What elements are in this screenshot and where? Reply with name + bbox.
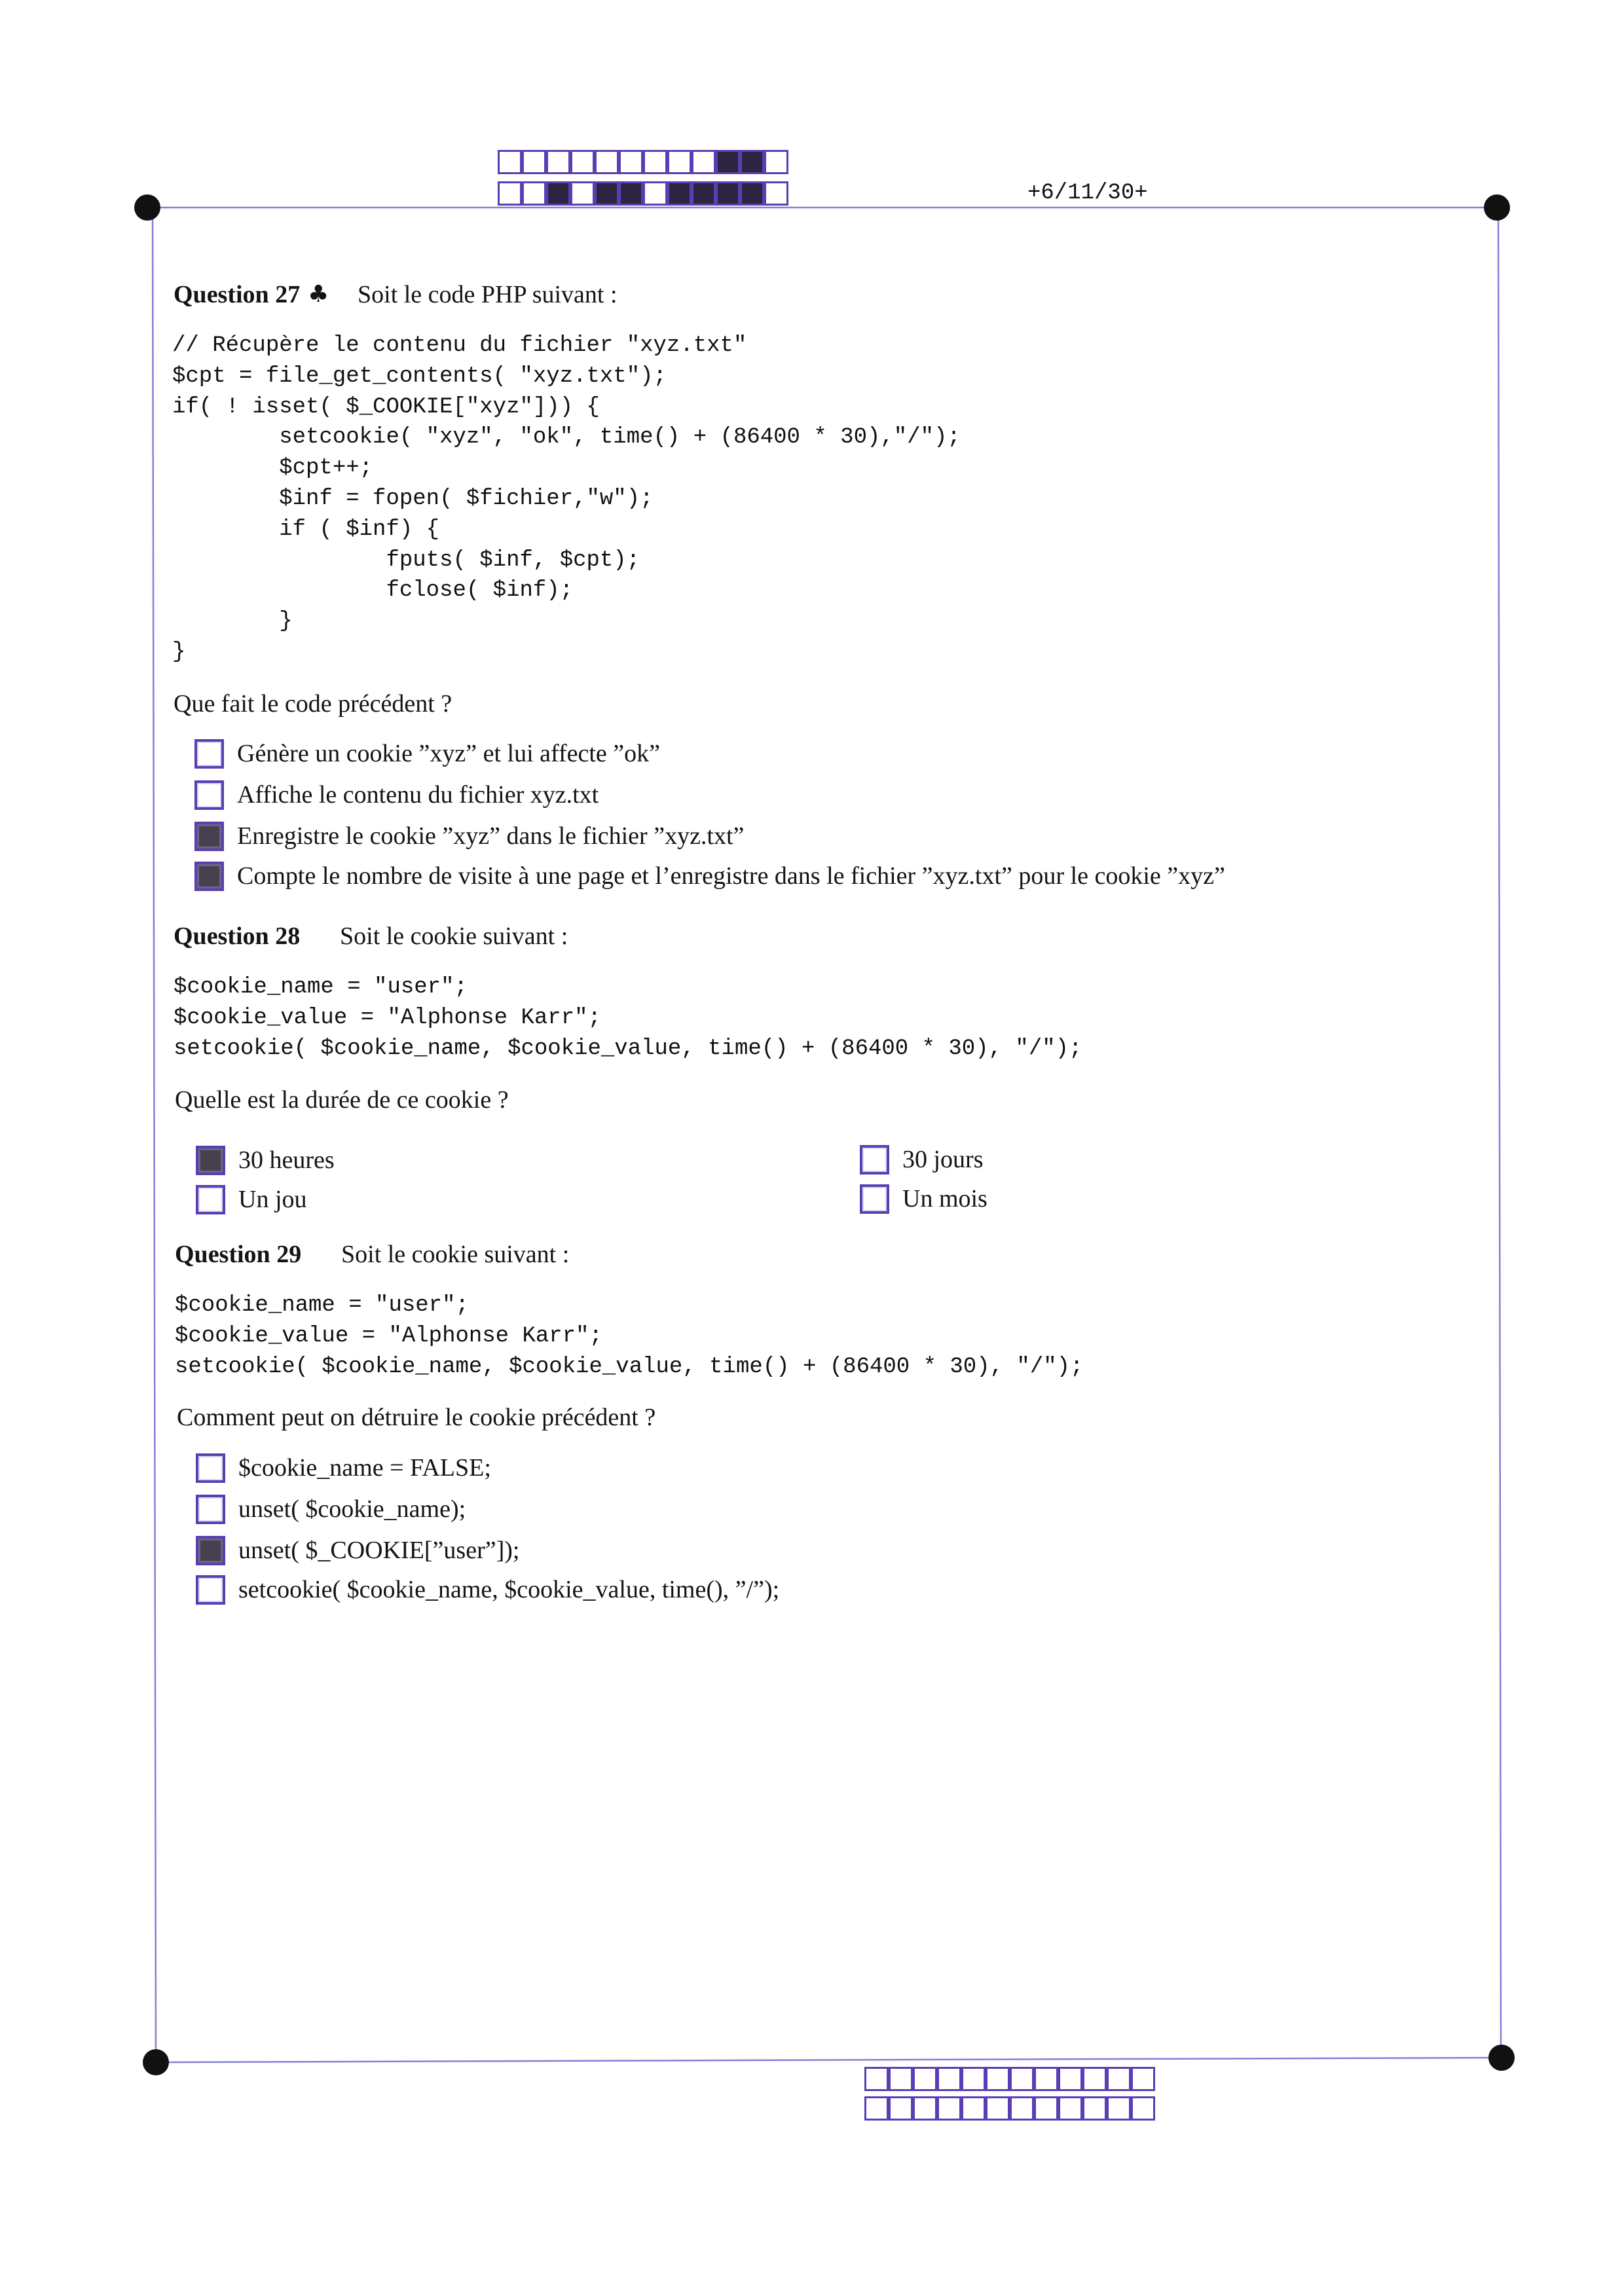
id-code-box (1010, 2096, 1034, 2121)
id-code-box (546, 150, 570, 174)
id-code-box (667, 181, 692, 206)
id-code-box (619, 150, 643, 174)
id-code-box (1010, 2067, 1034, 2091)
code-line: fclose( $inf); (172, 578, 574, 604)
answer-checkbox[interactable] (196, 1185, 225, 1214)
code-line: fputs( $inf, $cpt); (172, 547, 640, 573)
code-block (175, 1290, 1083, 1382)
answer-option[interactable] (194, 780, 599, 810)
question-label: Question 28 (174, 922, 301, 950)
id-code-box (570, 181, 595, 206)
id-code-box (889, 2067, 913, 2091)
answer-option[interactable] (860, 1144, 984, 1175)
id-code-row-top-1 (498, 150, 788, 174)
answer-text: 30 heures (238, 1146, 335, 1174)
corner-marker-bottom-left (143, 2049, 169, 2075)
code-block (174, 972, 1082, 1064)
answer-checkbox[interactable] (194, 862, 224, 891)
id-code-box (937, 2096, 961, 2121)
id-code-box (961, 2067, 986, 2091)
id-code-box (498, 150, 522, 174)
answer-checkbox[interactable] (860, 1184, 889, 1214)
answer-option[interactable] (194, 861, 1225, 891)
code-line: if( ! isset( $_COOKIE["xyz"])) { (172, 394, 600, 420)
answer-text: Génère un cookie ”xyz” et lui affecte ”ok” (237, 740, 660, 767)
id-code-box (986, 2067, 1010, 2091)
answer-option[interactable] (196, 1494, 466, 1524)
id-code-box (716, 150, 740, 174)
code-line: // Récupère le contenu du fichier "xyz.txt" (172, 333, 747, 358)
id-code-box (643, 150, 667, 174)
id-code-box (740, 150, 764, 174)
id-code-row-bottom-2 (864, 2096, 1155, 2121)
answer-checkbox[interactable] (196, 1495, 225, 1524)
question-label: Question 29 (175, 1241, 302, 1268)
id-code-box (522, 181, 546, 206)
corner-marker-top-left (134, 194, 160, 221)
id-code-box (1058, 2096, 1082, 2121)
answer-option[interactable] (196, 1145, 335, 1175)
corner-marker-top-right (1484, 194, 1510, 221)
answer-checkbox[interactable] (860, 1145, 889, 1175)
answer-text: setcookie( $cookie_name, $cookie_value, time(), ”/”); (238, 1576, 780, 1603)
code-line: setcookie( $cookie_name, $cookie_value, time() + (86400 * 30), "/"); (175, 1354, 1084, 1379)
answer-option[interactable] (196, 1453, 491, 1483)
answer-option[interactable] (194, 738, 660, 769)
id-code-box (913, 2067, 937, 2091)
id-code-box (1082, 2067, 1107, 2091)
code-line: $cookie_value = "Alphonse Karr"; (175, 1323, 602, 1349)
id-code-box (595, 181, 619, 206)
corner-marker-bottom-right (1488, 2045, 1515, 2071)
id-code-box (570, 150, 595, 174)
answer-option[interactable] (194, 821, 744, 851)
code-line: $cpt++; (172, 456, 373, 481)
code-line: setcookie( "xyz", "ok", time() + (86400 * 30),"/"); (172, 425, 961, 450)
answer-option[interactable] (196, 1184, 307, 1214)
answer-option[interactable] (196, 1535, 519, 1565)
id-code-box (1107, 2096, 1131, 2121)
code-block (172, 331, 961, 668)
code-line: setcookie( $cookie_name, $cookie_value, time() + (86400 * 30), "/"); (174, 1036, 1082, 1061)
id-code-box (1107, 2067, 1131, 2091)
id-code-box (716, 181, 740, 206)
id-code-box (1082, 2096, 1107, 2121)
id-code-box (692, 181, 716, 206)
answer-text: Enregistre le cookie ”xyz” dans le fichier ”xyz.txt” (237, 822, 745, 850)
code-line: $cookie_value = "Alphonse Karr"; (174, 1005, 601, 1030)
code-line: } (172, 639, 186, 665)
question-text: Que fait le code précédent ? (174, 690, 452, 718)
id-code-box (764, 150, 788, 174)
id-code-box (937, 2067, 961, 2091)
answer-checkbox[interactable] (196, 1146, 225, 1175)
id-code-box (522, 150, 546, 174)
question-text: Quelle est la durée de ce cookie ? (175, 1086, 509, 1114)
answer-checkbox[interactable] (196, 1536, 225, 1565)
question-text: Comment peut on détruire le cookie précédent ? (177, 1404, 656, 1431)
id-code-box (643, 181, 667, 206)
question-intro: Soit le cookie suivant : (341, 1241, 570, 1268)
answer-text: unset( $_COOKIE[”user”]); (238, 1537, 520, 1564)
question-intro: Soit le code PHP suivant : (358, 281, 618, 308)
frame-bottom-line (156, 2058, 1502, 2062)
answer-checkbox[interactable] (196, 1453, 225, 1483)
code-line: $cookie_name = "user"; (175, 1293, 469, 1318)
answer-text: Un jou (238, 1186, 307, 1213)
answer-text: Un mois (902, 1185, 987, 1212)
answer-text: Compte le nombre de visite à une page et l’enregistre dans le fichier ”xyz.txt” pour le cookie ”xyz” (237, 862, 1225, 890)
id-code-box (961, 2096, 986, 2121)
question-intro: Soit le cookie suivant : (340, 922, 568, 950)
id-code-box (889, 2096, 913, 2121)
id-code-box (864, 2067, 889, 2091)
id-code-box (619, 181, 643, 206)
id-code-box (764, 181, 788, 206)
frame-left-line (153, 208, 156, 2062)
id-code-row-top-2 (498, 181, 788, 206)
id-code-box (667, 150, 692, 174)
code-line: } (172, 609, 293, 634)
answer-checkbox[interactable] (194, 739, 224, 769)
code-line: $cookie_name = "user"; (174, 975, 468, 1000)
id-code-box (1131, 2096, 1155, 2121)
club-icon: ♣ (308, 281, 329, 308)
id-code-box (546, 181, 570, 206)
sheet-id: +6/11/30+ (1027, 181, 1148, 206)
id-code-box (864, 2096, 889, 2121)
id-code-row-bottom-1 (864, 2067, 1155, 2091)
answer-option[interactable] (196, 1575, 779, 1605)
id-code-box (1034, 2096, 1058, 2121)
id-code-box (595, 150, 619, 174)
answer-checkbox[interactable] (196, 1575, 225, 1605)
id-code-box (740, 181, 764, 206)
id-code-box (1034, 2067, 1058, 2091)
question-label: Question 27 (174, 281, 301, 308)
answer-text: unset( $cookie_name); (238, 1495, 466, 1523)
id-code-box (1131, 2067, 1155, 2091)
id-code-box (913, 2096, 937, 2121)
code-line: $inf = fopen( $fichier,"w"); (172, 486, 654, 511)
id-code-box (692, 150, 716, 174)
answer-text: 30 jours (902, 1146, 984, 1173)
id-code-box (1058, 2067, 1082, 2091)
answer-checkbox[interactable] (194, 780, 224, 810)
answer-option[interactable] (860, 1184, 987, 1214)
code-line: $cpt = file_get_contents( "xyz.txt"); (172, 363, 667, 389)
answer-checkbox[interactable] (194, 822, 224, 851)
id-code-box (498, 181, 522, 206)
answer-text: Affiche le contenu du fichier xyz.txt (237, 781, 599, 809)
id-code-box (986, 2096, 1010, 2121)
answer-text: $cookie_name = FALSE; (238, 1454, 491, 1482)
code-line: if ( $inf) { (172, 517, 440, 542)
frame-right-line (1498, 208, 1501, 2058)
